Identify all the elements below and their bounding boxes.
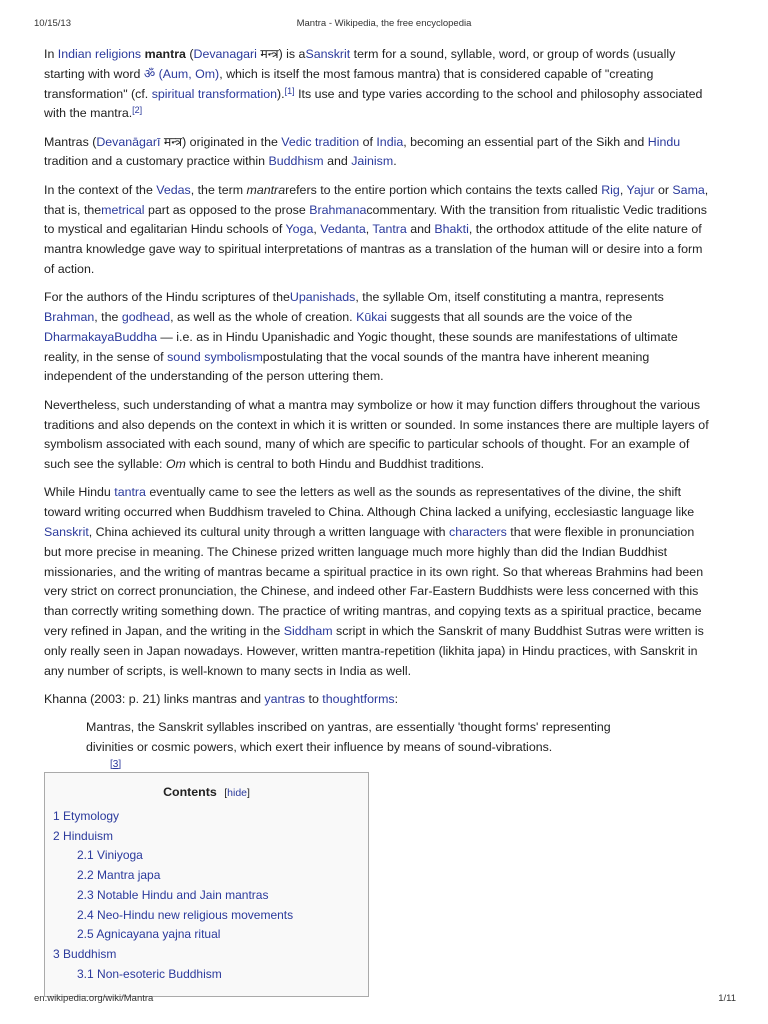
text: , becoming an essential part of the Sikh and: [403, 134, 648, 149]
toc-number: 3: [53, 946, 60, 961]
term-om: Om: [165, 457, 186, 472]
text: ,: [313, 222, 321, 237]
link-thoughtforms[interactable]: thoughtforms: [322, 691, 395, 706]
ref-1[interactable]: [1]: [284, 85, 295, 96]
table-of-contents: [44, 772, 369, 997]
text: , the orthodox attitude of the elite nature of mantra knowledge gave way to spiritual interpretations of mantras as a translation of the human will or desire into a form of action.: [44, 222, 703, 276]
text: मन्त्र) originated in the: [160, 134, 282, 149]
text: (: [185, 47, 194, 61]
paragraph-writing: [44, 483, 714, 681]
text: part as opposed to the prose: [144, 202, 310, 217]
print-header: [0, 18, 768, 32]
link-godhead[interactable]: godhead: [121, 310, 171, 325]
toc-list: [45, 807, 368, 984]
toc-link-etymology[interactable]: [53, 809, 119, 823]
link-indian-religions[interactable]: Indian religions: [57, 47, 142, 61]
link-rig[interactable]: Rig: [601, 182, 620, 197]
toc-item[interactable]: [45, 925, 368, 945]
toc-item[interactable]: [45, 866, 368, 886]
print-url: en.wikipedia.org/wiki/Mantra: [34, 993, 154, 1004]
toc-label: Buddhism: [63, 946, 117, 961]
text: or: [654, 182, 673, 197]
blockquote: [86, 718, 646, 772]
term-mantra-italic: mantra: [246, 182, 286, 197]
toc-hide-link[interactable]: hide: [227, 787, 247, 799]
text: postulating that the vocal sounds of the mantra have inherent meaning independent of the understanding of the person uttering them.: [44, 349, 650, 384]
text: , which is itself the most famous mantra) that is considered capable of "creating transformation" (cf.: [44, 66, 654, 101]
toc-link-non-esoteric[interactable]: [77, 967, 222, 981]
toc-link-notable-mantras[interactable]: [77, 888, 268, 902]
link-characters[interactable]: characters: [449, 525, 507, 540]
link-brahman[interactable]: Brahman: [44, 310, 95, 325]
text: , the: [94, 310, 122, 325]
toc-number: 2.2: [77, 868, 94, 883]
link-india[interactable]: India: [376, 134, 404, 149]
text: Its use and type varies according to the school and philosophy associated with the mantra.: [44, 86, 703, 121]
text: .: [393, 154, 397, 169]
text: and: [323, 154, 352, 169]
link-bhakti[interactable]: Bhakti: [434, 222, 469, 237]
toc-number: 2: [53, 828, 60, 843]
page-number: 1/11: [718, 993, 736, 1004]
text: suggests that all sounds are the voice of the: [387, 310, 633, 325]
toc-number: 2.3: [77, 887, 94, 902]
link-dharmakaya[interactable]: Dharmakaya: [44, 329, 115, 344]
toc-label: Neo-Hindu new religious movements: [97, 907, 294, 922]
text: eventually came to see the letters as well as the sounds as representatives of the divine, the shift toward writing occurred when Buddhism traveled to China. Although China lacked a unifying, ecclesiastic language like: [44, 485, 695, 520]
toc-number: 2.4: [77, 907, 94, 922]
toc-link-agnicayana[interactable]: [77, 927, 220, 941]
link-tantra[interactable]: Tantra: [372, 222, 407, 237]
link-hindu[interactable]: Hindu: [647, 134, 681, 149]
toc-label: Mantra japa: [97, 868, 161, 883]
link-spiritual-transformation[interactable]: spiritual transformation: [151, 86, 278, 101]
link-devanagari-2[interactable]: Devanāgarī: [96, 134, 161, 149]
text: to: [305, 691, 323, 706]
toc-item[interactable]: [45, 965, 368, 985]
link-vedas[interactable]: Vedas: [156, 182, 191, 197]
link-kukai[interactable]: Kūkai: [356, 310, 388, 325]
print-title: Mantra - Wikipedia, the free encyclopedia: [296, 18, 472, 29]
text: , as well as the whole of creation.: [170, 310, 357, 325]
text: , the term: [190, 182, 247, 197]
toc-item[interactable]: [45, 807, 368, 827]
toc-number: 2.1: [77, 848, 94, 863]
link-sama[interactable]: Sama: [672, 182, 705, 197]
toc-number: 3.1: [77, 966, 94, 981]
text: , China achieved its cultural unity through a written language with: [88, 525, 449, 540]
paragraph-vedas: [44, 181, 714, 280]
paragraph-khanna: [44, 690, 714, 710]
link-vedanta[interactable]: Vedanta: [320, 222, 366, 237]
text: Khanna (2003: p. 21) links mantras and: [44, 691, 265, 706]
text: :: [394, 691, 399, 706]
link-buddhism[interactable]: Buddhism: [268, 154, 324, 169]
text: Mantras (: [44, 134, 97, 149]
link-tantra-2[interactable]: tantra: [114, 485, 146, 500]
toc-label: Etymology: [63, 809, 120, 823]
toc-item[interactable]: [45, 945, 368, 965]
link-yantras[interactable]: yantras: [264, 691, 306, 706]
link-metrical[interactable]: metrical: [101, 202, 145, 217]
text: that were flexible in pronunciation but more precise in meaning. The Chinese prized written language much more highly than did the Indian Buddhist missionaries, and the writing of mantras became a spiritual practice in its own right. So that whereas Brahmins had been very strict on correct pronunciation, the Chinese, and indeed other Far-Eastern Buddhists were less concerned with this than correctly writing something down. The practice of writing mantras, and copying texts as a spiritual practice, became very refined in Japan, and the writing in the: [44, 525, 704, 639]
text: While Hindu: [44, 485, 115, 500]
paragraph-symbolism: [44, 396, 714, 475]
text: , that is, the: [44, 182, 709, 217]
text: , the syllable Om, itself constituting a mantra, represents: [355, 290, 664, 305]
print-footer: [0, 993, 768, 1007]
toc-item[interactable]: [45, 827, 368, 847]
toc-title: Contents: [163, 785, 217, 799]
link-sanskrit-2[interactable]: Sanskrit: [44, 525, 89, 540]
text: tradition and a customary practice within: [44, 154, 269, 169]
text: of: [359, 134, 377, 149]
text: — i.e. as in Hindu Upanishadic and Yogic thought, these sounds are manifestations of ultimate reality, in the sense of: [44, 329, 678, 364]
text: refers to the entire portion which contains the texts called: [285, 182, 602, 197]
paragraph-origins: [44, 133, 714, 173]
link-buddha[interactable]: Buddha: [114, 329, 157, 344]
text: मन्त्र) is a: [256, 47, 306, 61]
toc-link-neo-hindu[interactable]: [77, 908, 293, 922]
text: ).: [277, 86, 285, 101]
toc-link-mantra-japa[interactable]: [77, 868, 160, 882]
text: Nevertheless, such understanding of what a mantra may symbolize or how it may function differs throughout the various traditions and also depends on the context in which it is written or sounded. In some instances there are multiple layers of symbolism associated with each sound, many of which are specific to particular schools of thought. For an example of such see the syllable:: [44, 397, 709, 472]
text: term for a sound, syllable, word, or group of words (usually starting with word: [44, 47, 676, 81]
link-vedic-tradition[interactable]: Vedic tradition: [281, 134, 360, 149]
text: script in which the Sanskrit of many Buddhist Sutras were written is only really seen in Japan nowadays. However, written mantra-repetition (likhita japa) in Hindu practices, with Sanskrit in any number of scripts, is well-known to many sects in India as well.: [44, 624, 704, 678]
link-yajur[interactable]: Yajur: [626, 182, 655, 197]
article-body: [44, 45, 714, 772]
ref-3[interactable]: [3]: [110, 758, 122, 770]
text: and: [406, 222, 435, 237]
text: which is central to both Hindu and Buddhist traditions.: [185, 457, 485, 472]
toc-label: Non-esoteric Buddhism: [97, 966, 222, 981]
toc-link-buddhism[interactable]: [53, 947, 116, 961]
link-devanagari[interactable]: Devanagari: [193, 47, 257, 61]
toc-item[interactable]: [45, 846, 368, 866]
text: ,: [365, 222, 373, 237]
toc-item[interactable]: [45, 906, 368, 926]
link-yoga[interactable]: Yoga: [285, 222, 314, 237]
link-jainism[interactable]: Jainism: [351, 154, 394, 169]
print-date: 10/15/13: [34, 18, 71, 29]
toc-item[interactable]: [45, 886, 368, 906]
toc-number: 1: [53, 809, 60, 823]
text: For the authors of the Hindu scriptures of the: [44, 290, 290, 305]
text: In: [44, 47, 58, 61]
paragraph-upanishads: [44, 288, 714, 387]
toc-link-hinduism[interactable]: [53, 829, 113, 843]
link-aum[interactable]: ॐ (Aum, Om): [143, 66, 220, 81]
paragraph-intro: [44, 45, 714, 124]
link-sanskrit[interactable]: Sanskrit: [305, 47, 351, 61]
toc-label: Viniyoga: [97, 848, 143, 863]
term-mantra: mantra: [144, 47, 186, 61]
text: In the context of the: [44, 182, 157, 197]
link-sound-symbolism[interactable]: sound symbolism: [167, 349, 263, 364]
text: commentary. With the transition from ritualistic Vedic traditions to mystical and egalitarian Hindu schools of: [44, 202, 707, 237]
link-siddham[interactable]: Siddham: [283, 624, 333, 639]
toc-label: Hinduism: [63, 828, 114, 843]
ref-2[interactable]: [2]: [132, 105, 143, 116]
text: ,: [619, 182, 627, 197]
quote-text: Mantras, the Sanskrit syllables inscribed on yantras, are essentially 'thought forms' representing divinities or cosmic powers, which exert their influence by means of sound-vibrations.: [86, 720, 611, 754]
toc-label: Agnicayana yajna ritual: [96, 927, 221, 942]
toc-number: 2.5: [77, 927, 94, 942]
toc-label: Notable Hindu and Jain mantras: [97, 887, 269, 902]
toc-header: Contents [hide]: [163, 785, 250, 799]
toc-link-viniyoga[interactable]: [77, 848, 143, 862]
link-brahmana[interactable]: Brahmana: [309, 202, 367, 217]
link-upanishads[interactable]: Upanishads: [289, 290, 356, 305]
